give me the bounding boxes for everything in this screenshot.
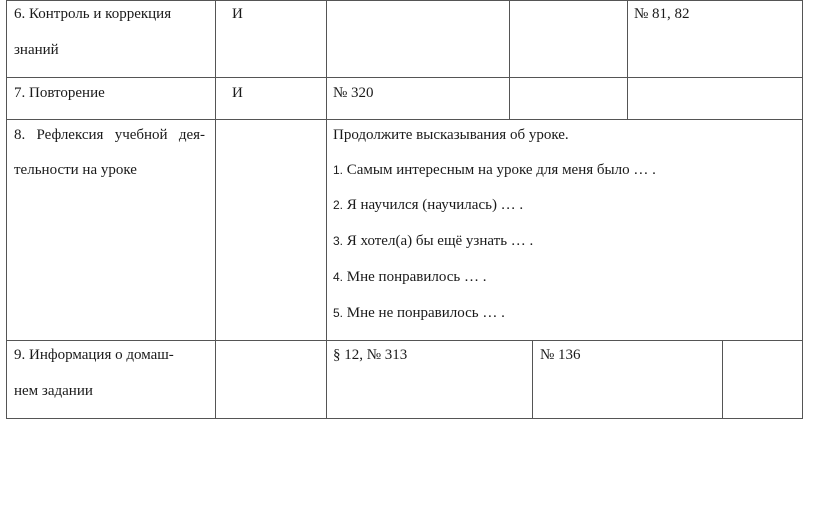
row8-stage-line1-text: 8. Рефлексия учебной дея- [14,127,205,143]
col-border-col4-col5-bottom [722,340,723,419]
reflection-item-3 [333,232,533,250]
row8-stage-line1 [14,126,205,144]
reflection-item-1-text: Самым интересным на уроке для меня было … . [346,162,656,178]
row-border-bottom [6,418,803,419]
col-border-stage-form [215,0,216,419]
reflection-item-2-text: Я научился (научилась) … . [346,197,524,213]
reflection-item-3-num: 3. [333,234,344,248]
reflection-item-1-num: 1. [333,163,344,177]
reflection-item-3-text: Я хотел(а) бы ещё узнать … . [346,233,534,249]
reflection-item-4-text: Мне понравилось … . [346,269,487,285]
row6-stage-line2: знаний [14,42,59,58]
row-border-8-9 [6,340,803,341]
reflection-item-1 [333,161,656,179]
col-border-col3-col4-top [509,0,510,120]
row7-stage: 7. Повторение [14,85,105,101]
row-border-7-8 [6,119,803,120]
reflection-item-4 [333,268,486,286]
row9-col3: § 12, № 313 [333,347,408,363]
col-border-col4-col5-top [627,0,628,120]
row7-col3: № 320 [333,85,374,101]
row-border-6-7 [6,77,803,78]
row8-stage-line2: тельности на уроке [14,162,137,178]
col-border-left [6,0,7,419]
row9-col4: № 136 [540,347,581,363]
reflection-item-5-num: 5. [333,306,344,320]
col-border-form-col3 [326,0,327,419]
row6-stage-line1: 6. Контроль и коррекция [14,6,172,22]
col-border-col3-col4-bottom [532,340,533,419]
row8-intro: Продолжите высказывания об уроке. [333,127,569,143]
col-border-right [802,0,803,419]
row7-form: И [232,85,243,101]
row9-stage-line1: 9. Информация о домаш- [14,347,174,363]
row9-stage-line2: нем задании [14,383,93,399]
reflection-item-5-text: Мне не понравилось … . [346,305,505,321]
row6-col5: № 81, 82 [634,6,690,22]
reflection-item-4-num: 4. [333,270,344,284]
reflection-item-2 [333,196,523,214]
row-border-top [6,0,803,1]
row6-form: И [232,6,243,22]
reflection-item-5 [333,304,505,322]
reflection-item-2-num: 2. [333,198,344,212]
